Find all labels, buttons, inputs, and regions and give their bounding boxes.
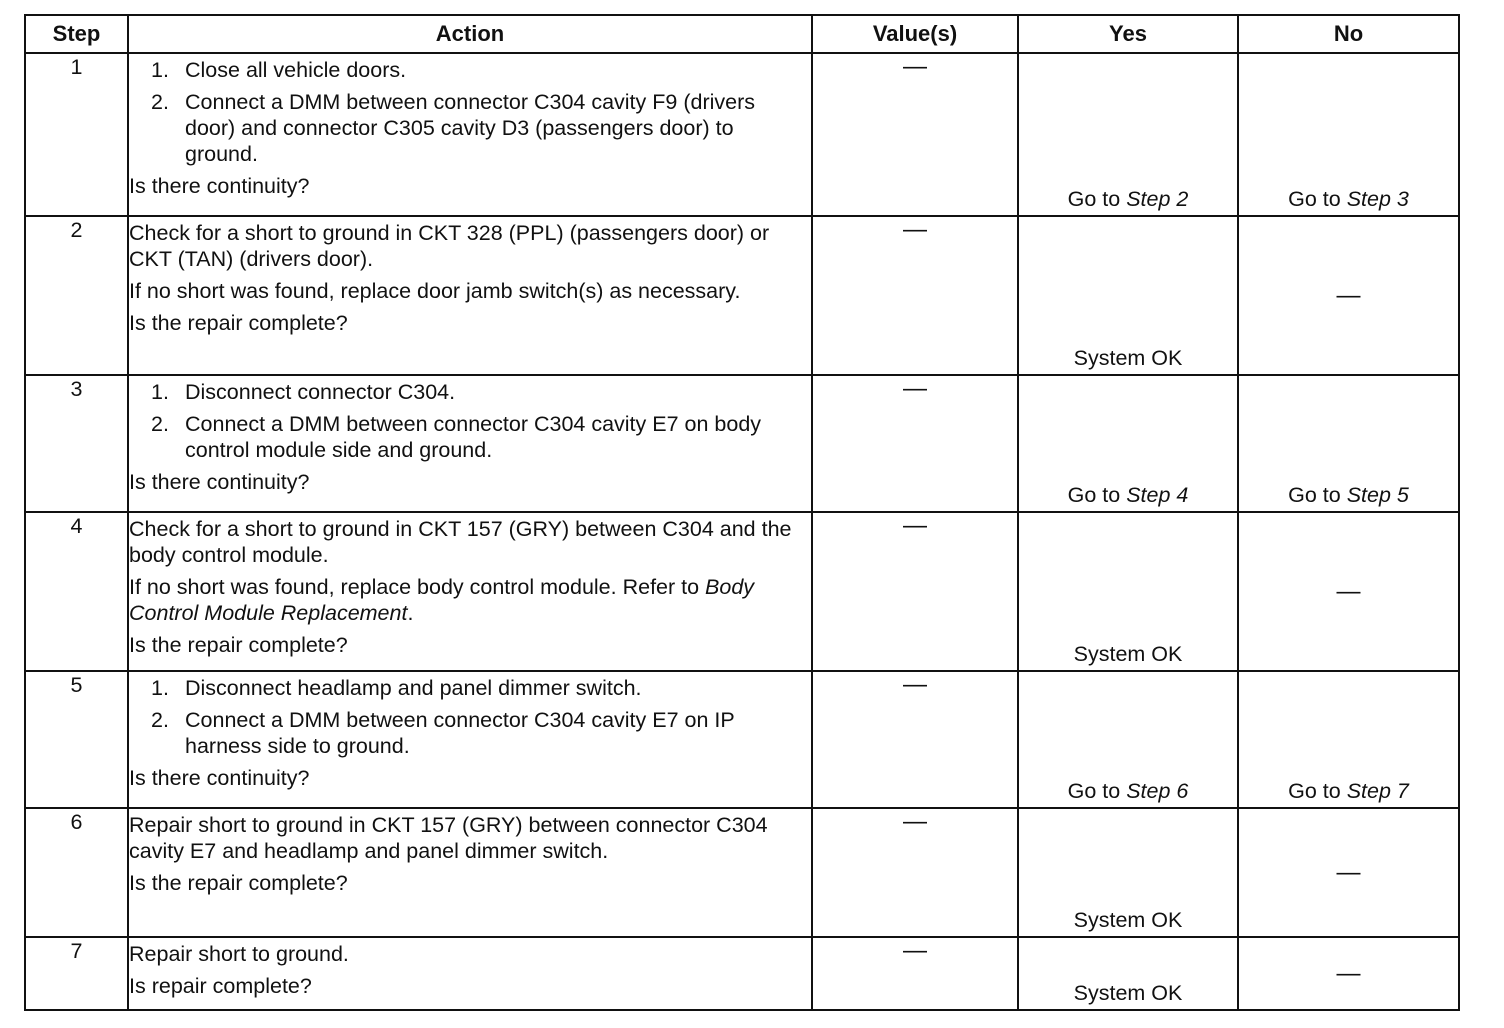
action-paragraph: Check for a short to ground in CKT 328 (PPL) (passengers door) or CKT (TAN) (drivers door). bbox=[129, 221, 770, 271]
header-values: Value(s) bbox=[812, 15, 1018, 53]
list-text: Connect a DMM between connector C304 cavity F9 (drivers door) and connector C305 cavity D3 (passengers door) to ground. bbox=[185, 90, 755, 166]
action-list-item bbox=[129, 675, 811, 701]
yes-cell bbox=[1018, 937, 1238, 1010]
value-cell: — bbox=[812, 375, 1018, 512]
goto-prefix: Go to bbox=[1067, 187, 1127, 211]
step-number: 5 bbox=[25, 671, 128, 808]
no-cell bbox=[1238, 53, 1459, 216]
action-list-item bbox=[129, 707, 811, 759]
table-row-step-1 bbox=[25, 53, 1459, 216]
yes-cell bbox=[1018, 808, 1238, 937]
no-cell bbox=[1238, 808, 1459, 937]
goto-prefix: Go to bbox=[1067, 779, 1127, 803]
yes-result: System OK bbox=[1073, 981, 1183, 1005]
action-cell bbox=[128, 375, 812, 512]
step-number: 7 bbox=[25, 937, 128, 1010]
table-row-step-4 bbox=[25, 512, 1459, 671]
no-cell bbox=[1238, 937, 1459, 1010]
action-cell bbox=[128, 53, 812, 216]
action-list-item bbox=[129, 411, 811, 463]
list-text: Connect a DMM between connector C304 cavity E7 on IP harness side to ground. bbox=[185, 708, 735, 758]
value-cell: — bbox=[812, 216, 1018, 375]
no-result: — bbox=[1336, 858, 1361, 886]
header-row bbox=[25, 15, 1459, 53]
step-reference: Step 4 bbox=[1126, 483, 1189, 507]
yes-cell bbox=[1018, 53, 1238, 216]
step-reference: Step 3 bbox=[1346, 187, 1409, 211]
table-row-step-7 bbox=[25, 937, 1459, 1010]
table-row-step-2 bbox=[25, 216, 1459, 375]
no-cell bbox=[1238, 375, 1459, 512]
table-row-step-5 bbox=[25, 671, 1459, 808]
action-paragraph: Check for a short to ground in CKT 157 (GRY) between C304 and the body control module. bbox=[129, 517, 792, 567]
action-cell bbox=[128, 216, 812, 375]
table-row-step-6 bbox=[25, 808, 1459, 937]
action-paragraph: Repair short to ground in CKT 157 (GRY) between connector C304 cavity E7 and headlamp and panel dimmer switch. bbox=[129, 813, 768, 863]
list-text: Disconnect connector C304. bbox=[185, 380, 456, 404]
yes-result bbox=[1019, 186, 1237, 212]
goto-prefix: Go to bbox=[1067, 483, 1127, 507]
paragraph-suffix: . bbox=[407, 601, 414, 625]
step-number: 1 bbox=[25, 53, 128, 216]
paragraph-text: If no short was found, replace body control module. Refer to bbox=[129, 575, 706, 599]
no-result bbox=[1239, 482, 1458, 508]
action-paragraph: If no short was found, replace door jamb switch(s) as necessary. bbox=[129, 279, 741, 303]
yes-cell bbox=[1018, 375, 1238, 512]
action-list-item bbox=[129, 89, 811, 167]
no-result bbox=[1239, 186, 1458, 212]
manual-reference: Body Control Module Replacement bbox=[129, 575, 755, 625]
diagnostic-table bbox=[24, 14, 1460, 1011]
action-list-item bbox=[129, 379, 811, 405]
yes-cell bbox=[1018, 216, 1238, 375]
list-number: 2. bbox=[151, 90, 169, 114]
step-number: 6 bbox=[25, 808, 128, 937]
goto-prefix: Go to bbox=[1288, 187, 1347, 211]
step-reference: Step 6 bbox=[1126, 779, 1189, 803]
action-question: Is there continuity? bbox=[129, 766, 310, 790]
step-reference: Step 2 bbox=[1126, 187, 1189, 211]
list-number: 1. bbox=[151, 676, 169, 700]
no-result: — bbox=[1336, 281, 1361, 309]
yes-cell bbox=[1018, 512, 1238, 671]
list-number: 2. bbox=[151, 708, 169, 732]
action-cell bbox=[128, 937, 812, 1010]
no-cell bbox=[1238, 216, 1459, 375]
table-row-step-3 bbox=[25, 375, 1459, 512]
action-question: Is repair complete? bbox=[129, 974, 312, 998]
goto-prefix: Go to bbox=[1288, 779, 1347, 803]
header-no: No bbox=[1238, 15, 1459, 53]
action-paragraph: Repair short to ground. bbox=[129, 942, 349, 966]
step-number: 4 bbox=[25, 512, 128, 671]
list-number: 1. bbox=[151, 58, 169, 82]
no-result bbox=[1239, 778, 1458, 804]
list-number: 2. bbox=[151, 412, 169, 436]
yes-cell bbox=[1018, 671, 1238, 808]
action-question: Is there continuity? bbox=[129, 174, 310, 198]
step-number: 2 bbox=[25, 216, 128, 375]
no-cell bbox=[1238, 512, 1459, 671]
list-text: Close all vehicle doors. bbox=[185, 58, 407, 82]
step-reference: Step 7 bbox=[1346, 779, 1409, 803]
yes-result: System OK bbox=[1073, 908, 1183, 932]
action-cell bbox=[128, 512, 812, 671]
list-number: 1. bbox=[151, 380, 169, 404]
yes-result bbox=[1019, 778, 1237, 804]
yes-result bbox=[1019, 482, 1237, 508]
action-question: Is the repair complete? bbox=[129, 633, 348, 657]
goto-prefix: Go to bbox=[1288, 483, 1347, 507]
action-paragraph bbox=[129, 574, 811, 626]
header-yes: Yes bbox=[1018, 15, 1238, 53]
action-cell bbox=[128, 808, 812, 937]
value-cell: — bbox=[812, 512, 1018, 671]
action-question: Is the repair complete? bbox=[129, 311, 348, 335]
value-cell: — bbox=[812, 808, 1018, 937]
action-question: Is the repair complete? bbox=[129, 871, 348, 895]
step-number: 3 bbox=[25, 375, 128, 512]
list-text: Disconnect headlamp and panel dimmer switch. bbox=[185, 676, 642, 700]
no-result: — bbox=[1336, 959, 1361, 987]
yes-result: System OK bbox=[1073, 346, 1183, 370]
value-cell: — bbox=[812, 937, 1018, 1010]
yes-result: System OK bbox=[1073, 642, 1183, 666]
no-cell bbox=[1238, 671, 1459, 808]
header-step: Step bbox=[25, 15, 128, 53]
no-result: — bbox=[1336, 577, 1361, 605]
list-text: Connect a DMM between connector C304 cavity E7 on body control module side and ground. bbox=[185, 412, 762, 462]
action-question: Is there continuity? bbox=[129, 470, 310, 494]
value-cell: — bbox=[812, 671, 1018, 808]
step-reference: Step 5 bbox=[1346, 483, 1409, 507]
action-cell bbox=[128, 671, 812, 808]
value-cell: — bbox=[812, 53, 1018, 216]
header-action: Action bbox=[128, 15, 812, 53]
action-list-item bbox=[129, 57, 811, 83]
